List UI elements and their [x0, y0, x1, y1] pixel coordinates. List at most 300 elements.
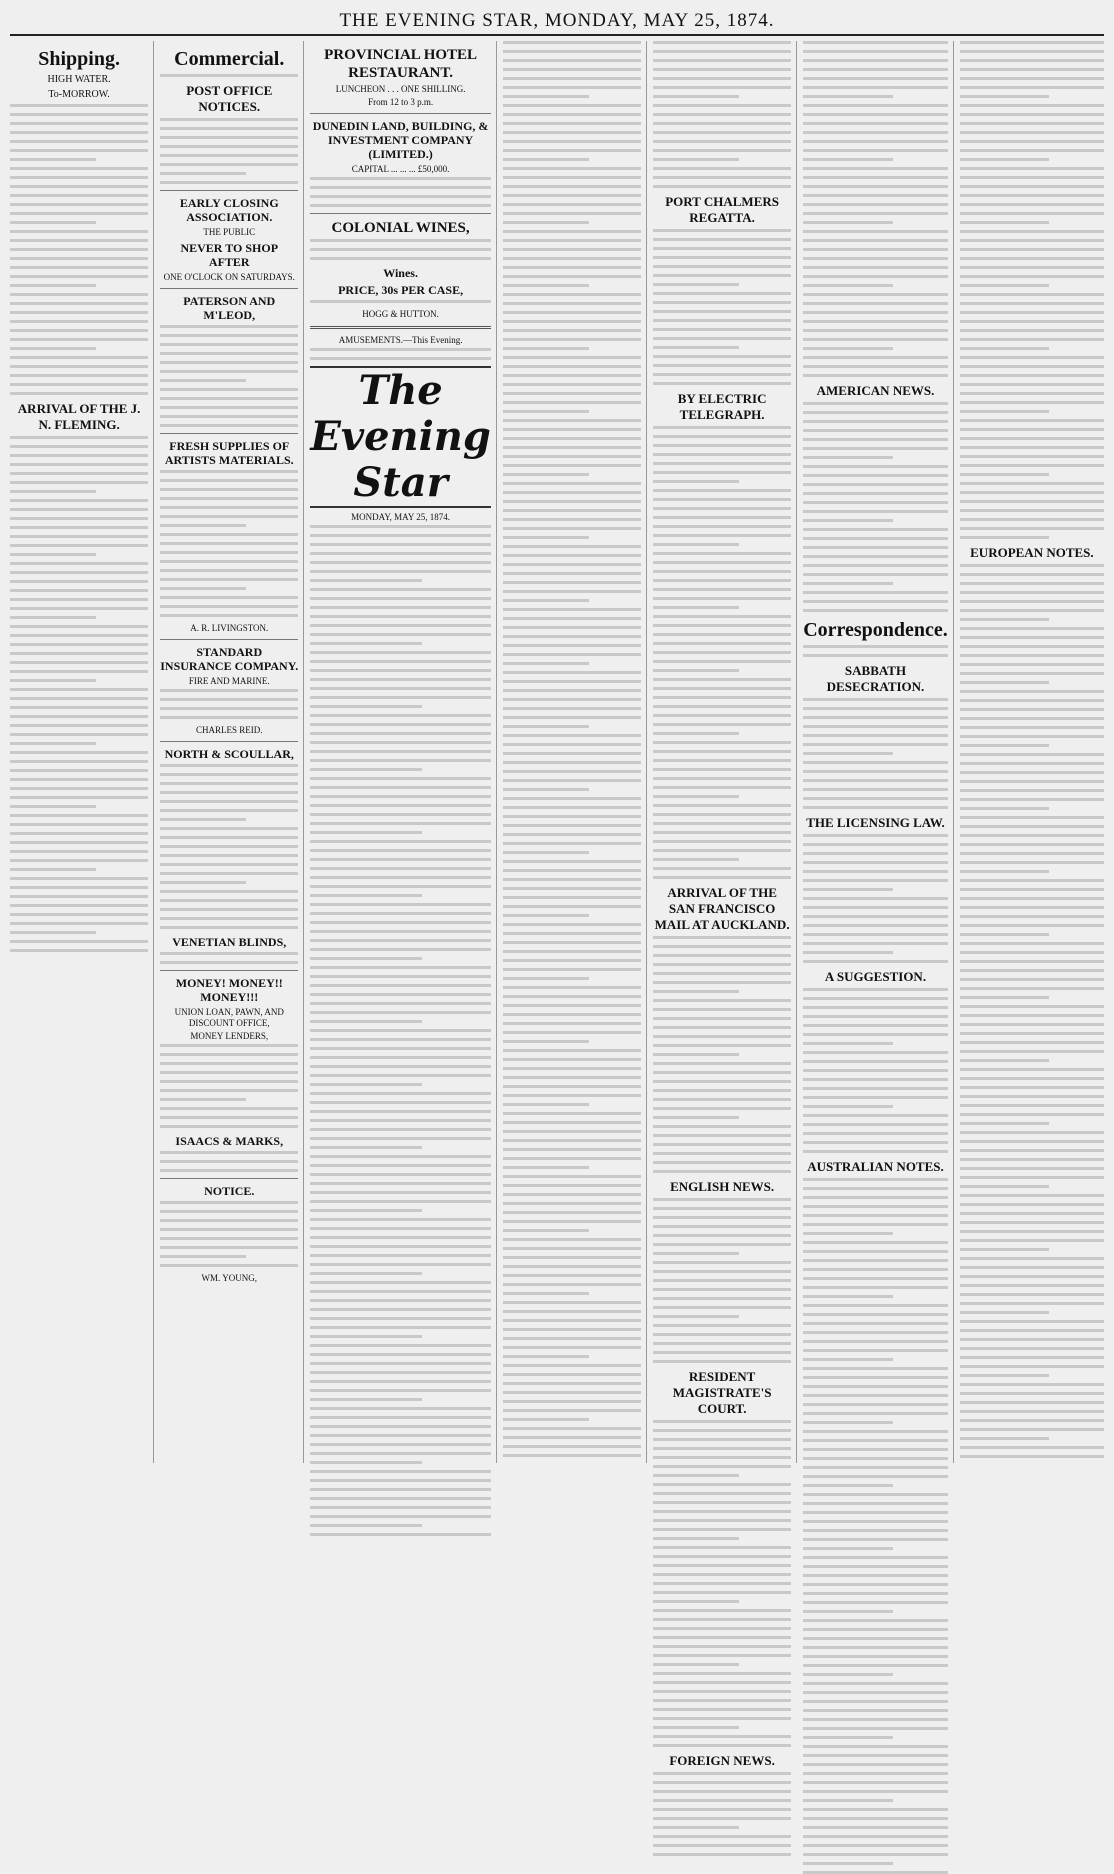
unreadable-text-line: [803, 77, 948, 80]
unreadable-text-line: [960, 1248, 1049, 1251]
unreadable-text-line: [803, 555, 948, 558]
unreadable-text-line: [803, 176, 948, 179]
unreadable-text-line: [10, 796, 148, 799]
unreadable-text-line: [803, 1295, 893, 1298]
unreadable-text-line: [653, 1420, 791, 1423]
unreadable-text-line: [960, 1014, 1104, 1017]
unreadable-text-line: [10, 113, 148, 116]
unreadable-text-line: [160, 1201, 298, 1204]
ad-dunedin-land: DUNEDIN LAND, BUILDING, & INVESTMENT COMPANY (LIMITED.): [312, 119, 489, 161]
unreadable-text-line: [803, 257, 948, 260]
unreadable-text-line: [653, 963, 791, 966]
unreadable-text-line: [503, 1013, 641, 1016]
unreadable-text-line: [10, 733, 148, 736]
unreadable-text-line: [960, 212, 1104, 215]
unreadable-text-line: [10, 805, 96, 808]
unreadable-text-line: [10, 275, 148, 278]
filler: [653, 229, 791, 385]
unreadable-text-line: [653, 990, 739, 993]
unreadable-text-line: [653, 1690, 791, 1693]
unreadable-text-line: [10, 149, 148, 152]
unreadable-text-line: [803, 1214, 948, 1217]
unreadable-text-line: [10, 787, 148, 790]
unreadable-text-line: [653, 41, 791, 44]
unreadable-text-line: [503, 1175, 641, 1178]
unreadable-text-line: [310, 660, 491, 663]
unreadable-text-line: [803, 1187, 948, 1190]
unreadable-text-line: [803, 420, 948, 423]
section-licensing: THE LICENSING LAW.: [806, 815, 945, 830]
unreadable-text-line: [503, 284, 589, 287]
unreadable-text-line: [653, 981, 791, 984]
filler: [160, 1044, 298, 1128]
unreadable-text-line: [310, 1380, 491, 1383]
unreadable-text-line: [160, 406, 298, 409]
unreadable-text-line: [503, 1067, 641, 1070]
unreadable-text-line: [803, 474, 948, 477]
unreadable-text-line: [960, 1455, 1104, 1458]
unreadable-text-line: [803, 1736, 893, 1739]
unreadable-text-line: [803, 1385, 948, 1388]
unreadable-text-line: [653, 292, 791, 295]
unreadable-text-line: [803, 50, 948, 53]
unreadable-text-line: [653, 1456, 791, 1459]
unreadable-text-line: [803, 834, 948, 837]
section-european: EUROPEAN NOTES.: [970, 545, 1094, 560]
unreadable-text-line: [503, 149, 641, 152]
unreadable-text-line: [310, 1128, 491, 1131]
unreadable-text-line: [960, 933, 1049, 936]
unreadable-text-line: [503, 860, 641, 863]
unreadable-text-line: [960, 1446, 1104, 1449]
unreadable-text-line: [503, 707, 641, 710]
unreadable-text-line: [960, 491, 1104, 494]
unreadable-text-line: [10, 598, 148, 601]
unreadable-text-line: [653, 1564, 791, 1567]
unreadable-text-line: [653, 1772, 791, 1775]
unreadable-text-line: [10, 122, 148, 125]
unreadable-text-line: [310, 348, 491, 351]
unreadable-text-line: [10, 383, 148, 386]
unreadable-text-line: [503, 401, 641, 404]
unreadable-text-line: [10, 454, 148, 457]
unreadable-text-line: [960, 1221, 1104, 1224]
unreadable-text-line: [653, 1098, 791, 1101]
unreadable-text-line: [503, 419, 641, 422]
unreadable-text-line: [803, 1853, 948, 1856]
unreadable-text-line: [160, 1237, 298, 1240]
unreadable-text-line: [160, 890, 298, 893]
unreadable-text-line: [960, 834, 1104, 837]
unreadable-text-line: [960, 311, 1104, 314]
filler: [960, 564, 1104, 1458]
unreadable-text-line: [803, 725, 948, 728]
unreadable-text-line: [960, 1419, 1104, 1422]
unreadable-text-line: [160, 881, 246, 884]
filler: [160, 74, 298, 77]
unreadable-text-line: [960, 185, 1104, 188]
unreadable-text-line: [160, 127, 298, 130]
unreadable-text-line: [653, 1528, 791, 1531]
unreadable-text-line: [803, 1322, 948, 1325]
unreadable-text-line: [803, 1448, 948, 1451]
ad-hours: From 12 to 3 p.m.: [368, 97, 434, 107]
unreadable-text-line: [160, 470, 298, 473]
ad-price: PRICE, 30s PER CASE,: [338, 283, 464, 297]
unreadable-text-line: [653, 337, 791, 340]
unreadable-text-line: [503, 1076, 641, 1079]
unreadable-text-line: [803, 1772, 948, 1775]
unreadable-text-line: [653, 158, 739, 161]
unreadable-text-line: [503, 1346, 641, 1349]
unreadable-text-line: [310, 831, 422, 834]
unreadable-text-line: [503, 1166, 589, 1169]
unreadable-text-line: [653, 1681, 791, 1684]
unreadable-text-line: [803, 311, 948, 314]
unreadable-text-line: [653, 265, 791, 268]
unreadable-text-line: [160, 1053, 298, 1056]
unreadable-text-line: [310, 615, 491, 618]
unreadable-text-line: [803, 1304, 948, 1307]
unreadable-text-line: [803, 1556, 948, 1559]
unreadable-text-line: [310, 633, 491, 636]
unreadable-text-line: [960, 807, 1049, 810]
unreadable-text-line: [310, 1281, 491, 1284]
unreadable-text-line: [310, 795, 491, 798]
unreadable-text-line: [310, 1389, 491, 1392]
unreadable-text-line: [310, 1200, 491, 1203]
unreadable-text-line: [310, 1335, 422, 1338]
unreadable-text-line: [503, 833, 641, 836]
unreadable-text-line: [503, 1004, 641, 1007]
unreadable-text-line: [960, 663, 1104, 666]
unreadable-text-line: [310, 975, 491, 978]
unreadable-text-line: [960, 1023, 1104, 1026]
unreadable-text-line: [653, 471, 791, 474]
unreadable-text-line: [503, 473, 589, 476]
unreadable-text-line: [803, 843, 948, 846]
unreadable-text-line: [160, 1228, 298, 1231]
unreadable-text-line: [960, 194, 1104, 197]
unreadable-text-line: [803, 1727, 948, 1730]
unreadable-text-line: [503, 1103, 589, 1106]
unreadable-text-line: [653, 77, 791, 80]
unreadable-text-line: [310, 885, 491, 888]
unreadable-text-line: [503, 599, 589, 602]
unreadable-text-line: [310, 1308, 491, 1311]
unreadable-text-line: [803, 1529, 948, 1532]
unreadable-text-line: [803, 356, 948, 359]
unreadable-text-line: [160, 524, 246, 527]
unreadable-text-line: [803, 1331, 948, 1334]
unreadable-text-line: [653, 1600, 739, 1603]
unreadable-text-line: [503, 1319, 641, 1322]
unreadable-text-line: [960, 1230, 1104, 1233]
unreadable-text-line: [653, 1017, 791, 1020]
unreadable-text-line: [503, 770, 641, 773]
unreadable-text-line: [803, 1421, 893, 1424]
divider: [160, 639, 298, 640]
unreadable-text-line: [503, 275, 641, 278]
unreadable-text-line: [503, 1193, 641, 1196]
unreadable-text-line: [653, 364, 791, 367]
unreadable-text-line: [653, 1107, 791, 1110]
unreadable-text-line: [160, 569, 298, 572]
unreadable-text-line: [960, 627, 1104, 630]
unreadable-text-line: [10, 445, 148, 448]
unreadable-text-line: [503, 1220, 641, 1223]
unreadable-text-line: [653, 1315, 739, 1318]
unreadable-text-line: [310, 239, 491, 242]
unreadable-text-line: [10, 176, 148, 179]
unreadable-text-line: [960, 789, 1104, 792]
unreadable-text-line: [160, 334, 298, 337]
unreadable-text-line: [960, 1194, 1104, 1197]
unreadable-text-line: [803, 1394, 948, 1397]
unreadable-text-line: [960, 104, 1104, 107]
unreadable-text-line: [960, 1383, 1104, 1386]
unreadable-text-line: [160, 415, 298, 418]
unreadable-text-line: [160, 1219, 298, 1222]
unreadable-text-line: [653, 561, 791, 564]
unreadable-text-line: [803, 1403, 948, 1406]
unreadable-text-line: [803, 897, 948, 900]
unreadable-text-line: [803, 879, 948, 882]
unreadable-text-line: [653, 1591, 791, 1594]
unreadable-text-line: [503, 1247, 641, 1250]
unreadable-text-line: [10, 508, 148, 511]
unreadable-text-line: [803, 230, 948, 233]
unreadable-text-line: [803, 465, 948, 468]
unreadable-text-line: [960, 645, 1104, 648]
unreadable-text-line: [803, 1132, 948, 1135]
unreadable-text-line: [653, 954, 791, 957]
filler: [310, 300, 491, 303]
unreadable-text-line: [503, 932, 641, 935]
unreadable-text-line: [503, 572, 641, 575]
unreadable-text-line: [160, 551, 298, 554]
unreadable-text-line: [503, 1229, 589, 1232]
unreadable-text-line: [310, 777, 491, 780]
unreadable-text-line: [310, 357, 491, 360]
unreadable-text-line: [960, 329, 1104, 332]
section-shipping: Shipping.: [38, 48, 120, 70]
unreadable-text-line: [310, 867, 491, 870]
ad-venetian: VENETIAN BLINDS,: [172, 935, 287, 949]
unreadable-text-line: [653, 283, 739, 286]
unreadable-text-line: [803, 1015, 948, 1018]
ad-union-loan: UNION LOAN, PAWN, AND DISCOUNT OFFICE,: [174, 1007, 284, 1028]
unreadable-text-line: [653, 256, 791, 259]
unreadable-text-line: [310, 1245, 491, 1248]
divider: [160, 741, 298, 742]
unreadable-text-line: [803, 1006, 948, 1009]
unreadable-text-line: [803, 266, 948, 269]
unreadable-text-line: [803, 284, 893, 287]
unreadable-text-line: [653, 1826, 739, 1829]
unreadable-text-line: [503, 1337, 641, 1340]
unreadable-text-line: [310, 177, 491, 180]
filler: [310, 177, 491, 207]
unreadable-text-line: [310, 759, 491, 762]
unreadable-text-line: [310, 813, 491, 816]
unreadable-text-line: [310, 1416, 491, 1419]
unreadable-text-line: [960, 509, 1104, 512]
unreadable-text-line: [160, 872, 298, 875]
unreadable-text-line: [653, 1519, 791, 1522]
unreadable-text-line: [960, 1158, 1104, 1161]
unreadable-text-line: [160, 961, 298, 964]
divider: [310, 326, 491, 329]
unreadable-text-line: [310, 1326, 491, 1329]
unreadable-text-line: [803, 447, 948, 450]
unreadable-text-line: [960, 203, 1104, 206]
unreadable-text-line: [503, 1427, 641, 1430]
unreadable-text-line: [310, 1272, 422, 1275]
unreadable-text-line: [653, 1125, 791, 1128]
unreadable-text-line: [10, 257, 148, 260]
unreadable-text-line: [960, 816, 1104, 819]
unreadable-text-line: [653, 624, 791, 627]
unreadable-text-line: [310, 696, 491, 699]
filler: [803, 402, 948, 612]
unreadable-text-line: [803, 1511, 948, 1514]
unreadable-text-line: [653, 1501, 791, 1504]
unreadable-text-line: [310, 1434, 491, 1437]
unreadable-text-line: [310, 1209, 422, 1212]
unreadable-text-line: [653, 525, 791, 528]
unreadable-text-line: [503, 248, 641, 251]
unreadable-text-line: [960, 320, 1104, 323]
unreadable-text-line: [653, 822, 791, 825]
unreadable-text-line: [10, 688, 148, 691]
divider: [160, 433, 298, 434]
unreadable-text-line: [503, 617, 641, 620]
unreadable-text-line: [653, 1835, 791, 1838]
unreadable-text-line: [503, 239, 641, 242]
unreadable-text-line: [310, 1344, 491, 1347]
unreadable-text-line: [803, 1781, 948, 1784]
unreadable-text-line: [803, 1232, 893, 1235]
unreadable-text-line: [310, 705, 422, 708]
unreadable-text-line: [310, 1353, 491, 1356]
unreadable-text-line: [653, 435, 791, 438]
unreadable-text-line: [503, 1301, 641, 1304]
unreadable-text-line: [10, 670, 148, 673]
unreadable-text-line: [653, 570, 791, 573]
section-correspondence: Correspondence.: [803, 619, 948, 641]
unreadable-text-line: [503, 131, 641, 134]
unreadable-text-line: [653, 1744, 791, 1747]
unreadable-text-line: [803, 1358, 893, 1361]
unreadable-text-line: [10, 365, 148, 368]
unreadable-text-line: [960, 1275, 1104, 1278]
ad-young: WM. YOUNG,: [201, 1273, 257, 1283]
unreadable-text-line: [960, 1203, 1104, 1206]
unreadable-text-line: [653, 588, 791, 591]
unreadable-text-line: [653, 1351, 791, 1354]
unreadable-text-line: [503, 1238, 641, 1241]
unreadable-text-line: [960, 951, 1104, 954]
unreadable-text-line: [803, 734, 948, 737]
unreadable-text-line: [310, 822, 491, 825]
unreadable-text-line: [10, 158, 96, 161]
unreadable-text-line: [10, 751, 148, 754]
unreadable-text-line: [160, 74, 298, 77]
unreadable-text-line: [803, 942, 948, 945]
unreadable-text-line: [503, 725, 589, 728]
unreadable-text-line: [803, 203, 948, 206]
ad-standard: STANDARD INSURANCE COMPANY.: [160, 645, 299, 673]
unreadable-text-line: [310, 1299, 491, 1302]
unreadable-text-line: [503, 1283, 641, 1286]
unreadable-text-line: [503, 977, 589, 980]
unreadable-text-line: [310, 984, 491, 987]
unreadable-text-line: [653, 131, 791, 134]
unreadable-text-line: [503, 158, 589, 161]
unreadable-text-line: [960, 1041, 1104, 1044]
unreadable-text-line: [160, 836, 298, 839]
unreadable-text-line: [653, 1699, 791, 1702]
filler: [803, 834, 948, 963]
unreadable-text-line: [10, 895, 148, 898]
unreadable-text-line: [10, 185, 148, 188]
unreadable-text-line: [310, 1065, 491, 1068]
unreadable-text-line: [653, 1225, 791, 1228]
unreadable-text-line: [960, 392, 1104, 395]
unreadable-text-line: [310, 525, 491, 528]
unreadable-text-line: [160, 488, 298, 491]
ad-wines: Wines.: [383, 266, 418, 280]
unreadable-text-line: [803, 1583, 948, 1586]
unreadable-text-line: [10, 463, 148, 466]
unreadable-text-line: [310, 1047, 491, 1050]
unreadable-text-line: [653, 1844, 791, 1847]
unreadable-text-line: [10, 679, 96, 682]
unreadable-text-line: [503, 1418, 589, 1421]
unreadable-text-line: [653, 310, 791, 313]
unreadable-text-line: [653, 1429, 791, 1432]
unreadable-text-line: [10, 823, 148, 826]
filler: [10, 436, 148, 952]
unreadable-text-line: [653, 543, 739, 546]
unreadable-text-line: [803, 1484, 893, 1487]
unreadable-text-line: [310, 1254, 491, 1257]
unreadable-text-line: [960, 861, 1104, 864]
unreadable-text-line: [160, 136, 298, 139]
unreadable-text-line: [310, 1020, 422, 1023]
unreadable-text-line: [503, 1364, 641, 1367]
unreadable-text-line: [310, 642, 422, 645]
unreadable-text-line: [10, 293, 148, 296]
unreadable-text-line: [160, 370, 298, 373]
unreadable-text-line: [653, 1582, 791, 1585]
unreadable-text-line: [503, 86, 641, 89]
unreadable-text-line: [503, 626, 641, 629]
unreadable-text-line: [10, 868, 96, 871]
unreadable-text-line: [803, 1493, 948, 1496]
unreadable-text-line: [803, 1592, 948, 1595]
unreadable-text-line: [960, 248, 1104, 251]
unreadable-text-line: [503, 1130, 641, 1133]
section-american-news: AMERICAN NEWS.: [816, 383, 935, 398]
unreadable-text-line: [960, 257, 1104, 260]
unreadable-text-line: [160, 1264, 298, 1267]
unreadable-text-line: [503, 536, 589, 539]
unreadable-text-line: [960, 564, 1104, 567]
unreadable-text-line: [960, 1077, 1104, 1080]
unreadable-text-line: [960, 374, 1104, 377]
